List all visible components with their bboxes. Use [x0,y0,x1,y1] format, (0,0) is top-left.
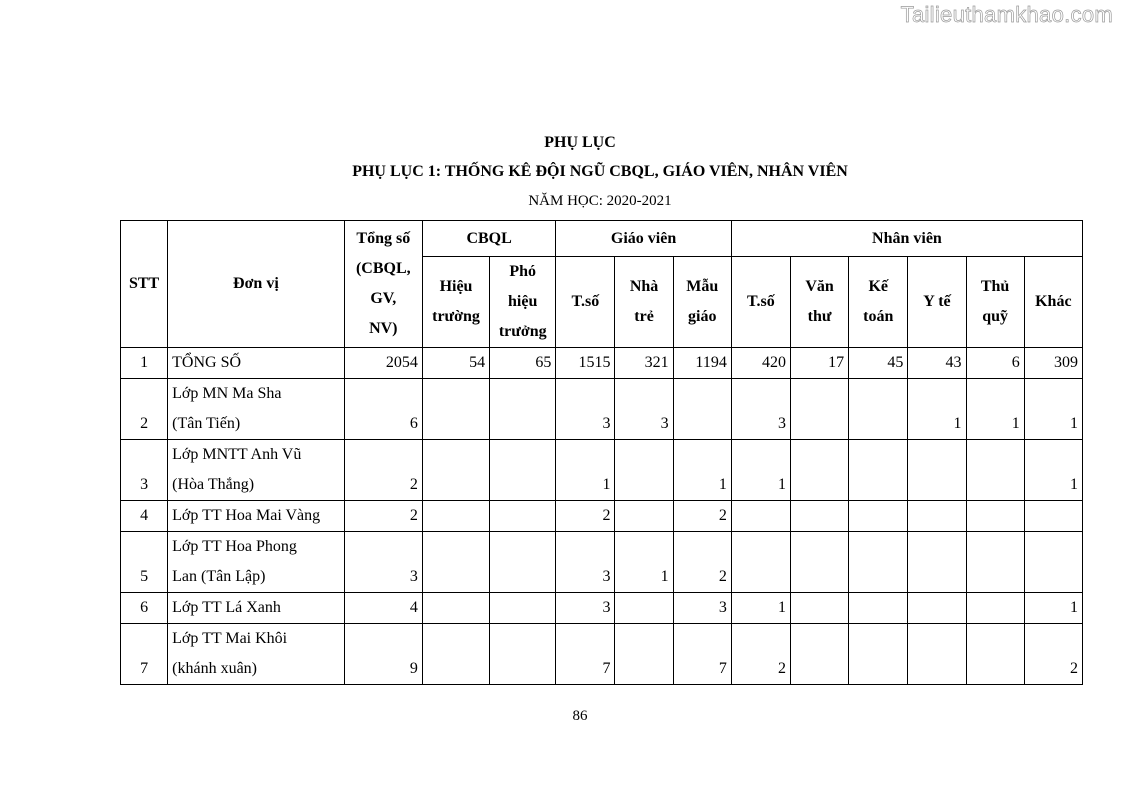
cell-nursery: 321 [615,348,673,379]
header-teachers: Giáo viên [556,221,732,257]
cell-kinder: 1 [673,440,731,501]
cell-gv-total: 1 [556,440,615,501]
staff-statistics-table [120,220,1083,685]
header-vice-principal [490,257,556,348]
header-medical: Y tế [908,257,966,348]
cell-nursery [615,593,673,624]
cell-unit-line1: Lớp TT Mai Khôi [172,630,288,647]
header-clerk-line1: Văn [805,278,834,295]
table-row [121,624,1083,685]
cell-medical [908,624,966,685]
cell-other [1024,532,1082,593]
cell-principal [422,379,489,440]
cell-nursery [615,440,673,501]
cell-stt: 3 [121,440,168,501]
cell-treasurer [966,501,1024,532]
cell-gv-total: 7 [556,624,615,685]
cell-nursery: 1 [615,532,673,593]
cell-principal [422,501,489,532]
header-total-line2: (CBQL, [355,260,411,277]
cell-treasurer [966,532,1024,593]
cell-principal [422,532,489,593]
school-year: NĂM HỌC: 2020-2021 [528,193,672,209]
header-kinder-line2: giáo [688,308,717,325]
cell-treasurer [966,593,1024,624]
cell-stt: 5 [121,532,168,593]
cell-unit-line1: Lớp TT Hoa Mai Vàng [172,507,321,524]
cell-total: 9 [344,624,422,685]
cell-kinder: 3 [673,593,731,624]
cell-principal [422,624,489,685]
table-row [121,532,1083,593]
cell-medical: 43 [908,348,966,379]
cell-unit [168,440,345,501]
cell-medical: 1 [908,379,966,440]
header-account-line2: toán [863,308,894,325]
cell-medical [908,501,966,532]
cell-nv-total: 1 [731,593,790,624]
cell-nv-total [731,532,790,593]
table-row [121,379,1083,440]
header-nursery-line1: Nhà [629,278,659,295]
cell-vice [490,379,556,440]
cell-unit-line2: (khánh xuân) [172,660,257,677]
cell-unit-line1: Lớp MNTT Anh Vũ [172,446,302,463]
cell-unit [168,379,345,440]
appendix-title: PHỤ LỤC 1: THỐNG KÊ ĐỘI NGŨ CBQL, GIÁO VIÊN, NHÂN VIÊN [352,163,848,180]
cell-stt: 6 [121,593,168,624]
header-clerk [791,257,849,348]
cell-accountant [849,501,908,532]
cell-total: 3 [344,532,422,593]
header-total-line4: NV) [369,320,398,337]
cell-unit [168,501,345,532]
cell-unit-line2: (Tân Tiến) [172,415,241,432]
cell-principal [422,593,489,624]
cell-kinder: 2 [673,501,731,532]
header-total [344,221,422,348]
cell-stt: 1 [121,348,168,379]
cell-vice [490,440,556,501]
table-row [121,501,1083,532]
cell-vice [490,501,556,532]
header-vice-line2: hiệu [508,293,538,310]
cell-gv-total: 3 [556,593,615,624]
header-principal [422,257,489,348]
cell-gv-total: 2 [556,501,615,532]
cell-treasurer [966,624,1024,685]
cell-treasurer [966,440,1024,501]
header-cbql: CBQL [422,221,555,257]
cell-total: 6 [344,379,422,440]
cell-unit [168,348,345,379]
cell-unit-line2: Lan (Tân Lập) [172,568,266,585]
header-vice-line3: trưởng [498,323,547,340]
cell-nursery [615,624,673,685]
header-clerk-line2: thư [807,308,832,325]
header-unit: Đơn vị [168,221,345,348]
cell-accountant [849,532,908,593]
page-number: 86 [572,708,588,724]
cell-other: 1 [1024,440,1082,501]
cell-nursery: 3 [615,379,673,440]
cell-other: 1 [1024,593,1082,624]
header-kinder-line1: Mẫu [686,278,719,295]
cell-nursery [615,501,673,532]
cell-unit-line1: TỔNG SỐ [172,354,242,371]
cell-clerk [791,624,849,685]
header-treasurer [966,257,1024,348]
cell-accountant [849,440,908,501]
cell-other: 1 [1024,379,1082,440]
cell-kinder [673,379,731,440]
cell-total: 2054 [344,348,422,379]
cell-clerk [791,532,849,593]
cell-clerk [791,379,849,440]
watermark: Tailieuthamkhao.com [900,2,1113,27]
header-vice-line1: Phó [509,263,537,280]
cell-treasurer: 6 [966,348,1024,379]
header-principal-line2: trường [432,308,480,325]
header-treasurer-line1: Thủ [980,278,1010,295]
cell-unit-line1: Lớp MN Ma Sha [172,385,282,402]
cell-other: 2 [1024,624,1082,685]
header-nursery-line2: trẻ [634,308,654,325]
header-accountant [849,257,908,348]
cell-accountant [849,624,908,685]
cell-other [1024,501,1082,532]
cell-gv-total: 1515 [556,348,615,379]
cell-stt: 2 [121,379,168,440]
cell-nv-total: 2 [731,624,790,685]
cell-nv-total [731,501,790,532]
cell-unit-line1: Lớp TT Lá Xanh [172,599,281,616]
cell-stt: 4 [121,501,168,532]
header-principal-line1: Hiệu [439,278,473,295]
cell-medical [908,440,966,501]
cell-principal: 54 [422,348,489,379]
cell-total: 2 [344,440,422,501]
header-treasurer-line2: quỹ [982,308,1008,325]
cell-kinder: 2 [673,532,731,593]
cell-nv-total: 1 [731,440,790,501]
cell-clerk [791,593,849,624]
cell-nv-total: 420 [731,348,790,379]
cell-gv-total: 3 [556,532,615,593]
cell-unit [168,532,345,593]
cell-accountant: 45 [849,348,908,379]
table-row [121,593,1083,624]
header-nv-total: T.số [731,257,790,348]
header-nursery [615,257,673,348]
cell-clerk: 17 [791,348,849,379]
cell-kinder: 7 [673,624,731,685]
cell-total: 2 [344,501,422,532]
header-gv-total: T.số [556,257,615,348]
cell-principal [422,440,489,501]
cell-gv-total: 3 [556,379,615,440]
table-row [121,348,1083,379]
cell-vice: 65 [490,348,556,379]
cell-clerk [791,501,849,532]
header-total-line3: GV, [370,290,397,307]
cell-accountant [849,379,908,440]
header-stt: STT [121,221,168,348]
cell-nv-total: 3 [731,379,790,440]
cell-total: 4 [344,593,422,624]
table-row [121,440,1083,501]
cell-unit [168,593,345,624]
cell-vice [490,593,556,624]
cell-unit-line1: Lớp TT Hoa Phong [172,538,297,555]
cell-unit-line2: (Hòa Thắng) [172,476,255,493]
cell-clerk [791,440,849,501]
cell-other: 309 [1024,348,1082,379]
cell-vice [490,532,556,593]
cell-medical [908,593,966,624]
header-other: Khác [1024,257,1082,348]
page-title: PHỤ LỤC [544,134,616,151]
cell-vice [490,624,556,685]
cell-unit [168,624,345,685]
header-total-line1: Tổng số [356,230,411,247]
header-account-line1: Kế [868,278,889,295]
header-staff: Nhân viên [731,221,1082,257]
cell-stt: 7 [121,624,168,685]
cell-medical [908,532,966,593]
cell-treasurer: 1 [966,379,1024,440]
header-kindergarten [673,257,731,348]
cell-accountant [849,593,908,624]
cell-kinder: 1194 [673,348,731,379]
